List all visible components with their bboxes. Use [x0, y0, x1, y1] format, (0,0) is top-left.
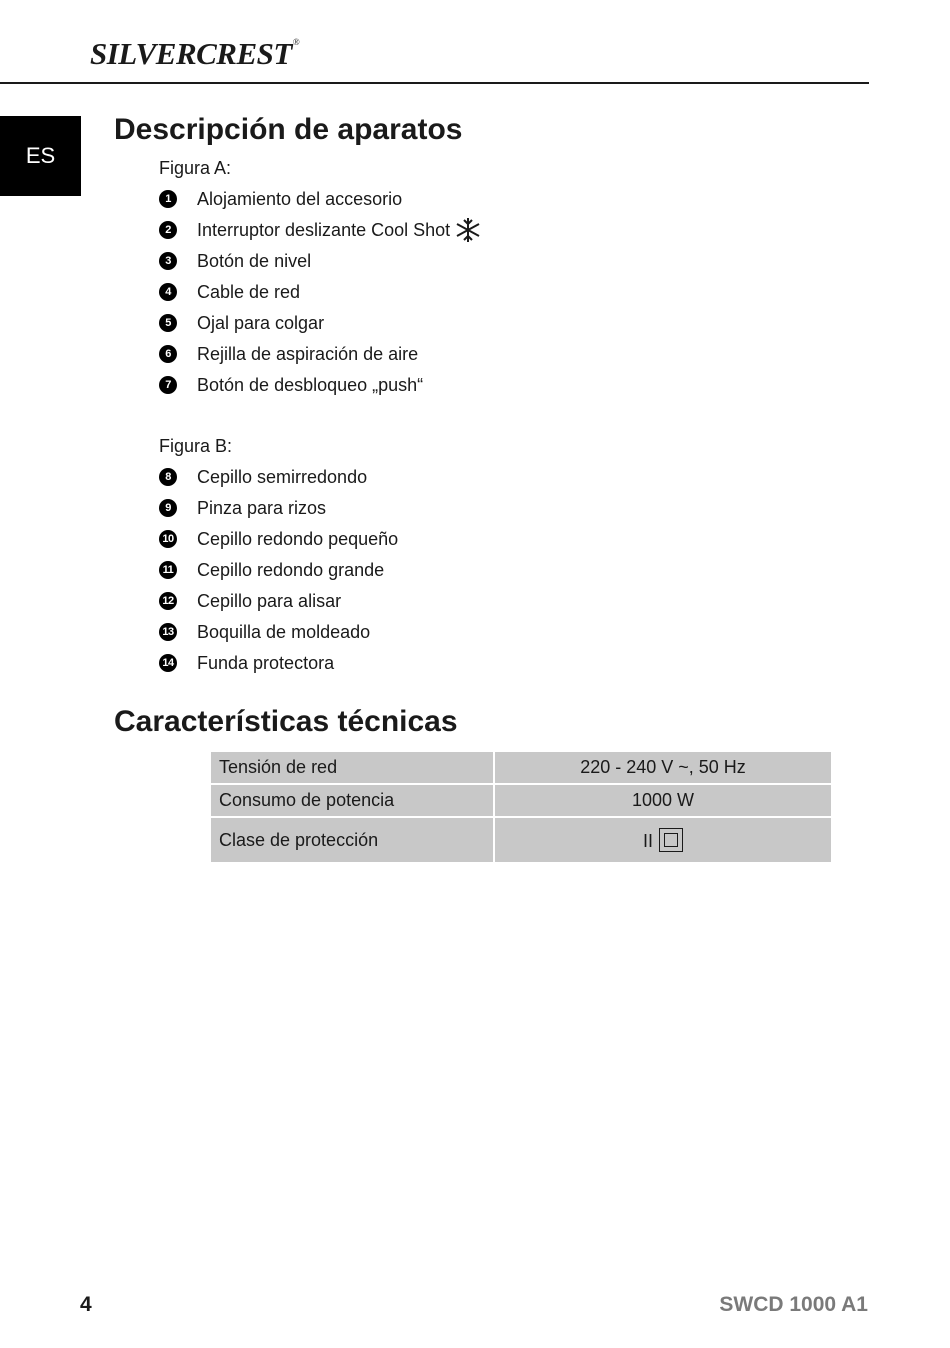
item-number-badge: 11 — [159, 561, 177, 579]
item-label: Cepillo semirredondo — [197, 466, 368, 487]
table-row — [211, 752, 831, 783]
figure-b-label: Figura B: — [159, 436, 233, 456]
spec-label: Consumo de potencia — [211, 785, 493, 816]
table-row — [211, 818, 831, 862]
item-label: Pinza para rizos — [197, 497, 327, 518]
spec-value: 1000 W — [495, 785, 831, 816]
item-label: Botón de nivel — [197, 250, 312, 271]
item-number-badge: 6 — [159, 345, 177, 363]
figure-a-label: Figura A: — [159, 158, 232, 178]
item-label: Interruptor deslizante Cool Shot — [197, 219, 451, 240]
list-item — [159, 590, 341, 612]
item-label: Funda protectora — [197, 652, 335, 673]
item-number-badge: 13 — [159, 623, 177, 641]
list-item — [159, 497, 326, 519]
header-rule — [0, 82, 869, 84]
list-item — [159, 652, 334, 674]
spec-value — [495, 818, 831, 862]
list-item — [159, 559, 384, 581]
item-number-badge: 10 — [159, 530, 177, 548]
item-label: Ojal para colgar — [197, 312, 325, 333]
spec-value: 220 - 240 V ~, 50 Hz — [495, 752, 831, 783]
item-number-badge: 7 — [159, 376, 177, 394]
item-number-badge: 12 — [159, 592, 177, 610]
model-number: SWCD 1000 A1 — [719, 1293, 868, 1316]
section-title-specs: Características técnicas — [114, 705, 458, 738]
item-label: Alojamiento del accesorio — [197, 188, 403, 209]
protection-class-text: II — [642, 831, 653, 851]
list-item — [159, 188, 402, 210]
brand-logo: SILVERCREST® — [90, 36, 300, 71]
item-number-badge: 14 — [159, 654, 177, 672]
list-item — [159, 219, 482, 241]
language-tab: ES — [0, 116, 81, 196]
list-item — [159, 281, 300, 303]
list-item — [159, 621, 370, 643]
item-label: Cepillo para alisar — [197, 590, 342, 611]
item-number-badge: 4 — [159, 283, 177, 301]
snowflake-icon — [454, 216, 482, 244]
item-number-badge: 9 — [159, 499, 177, 517]
item-label: Rejilla de aspiración de aire — [197, 343, 419, 364]
list-item — [159, 312, 324, 334]
item-label: Cepillo redondo grande — [197, 559, 385, 580]
page-number: 4 — [80, 1293, 92, 1316]
list-item — [159, 250, 311, 272]
list-item — [159, 343, 418, 365]
item-number-badge: 2 — [159, 221, 177, 239]
item-label: Boquilla de moldeado — [197, 621, 371, 642]
item-number-badge: 8 — [159, 468, 177, 486]
item-label: Cable de red — [197, 281, 301, 302]
item-number-badge: 3 — [159, 252, 177, 270]
section-title-description: Descripción de aparatos — [114, 113, 463, 146]
spec-label: Clase de protección — [211, 818, 493, 862]
item-label: Cepillo redondo pequeño — [197, 528, 399, 549]
item-label: Botón de desbloqueo „push“ — [197, 374, 424, 395]
item-number-badge: 5 — [159, 314, 177, 332]
list-item — [159, 528, 398, 550]
table-row — [211, 785, 831, 816]
list-item — [159, 374, 423, 396]
specs-table — [209, 750, 833, 864]
spec-label: Tensión de red — [211, 752, 493, 783]
list-item — [159, 466, 367, 488]
protection-class-icon — [659, 828, 683, 852]
item-number-badge: 1 — [159, 190, 177, 208]
